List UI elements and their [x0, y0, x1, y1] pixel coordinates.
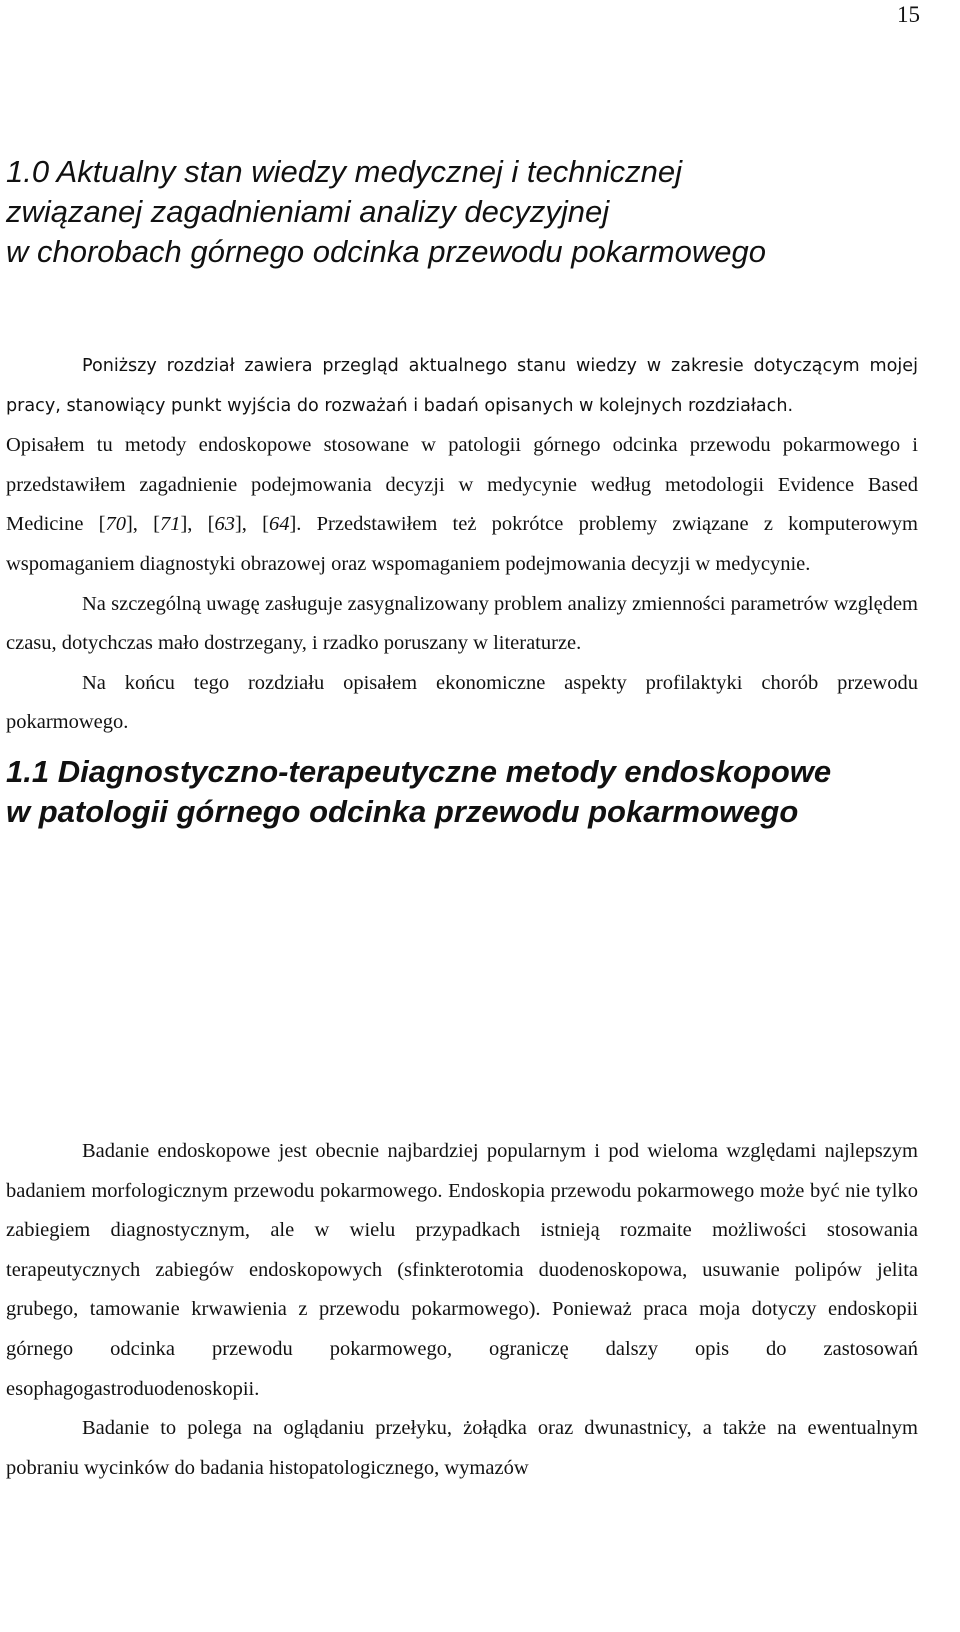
- section-heading-line: w patologii górnego odcinka przewodu pokarmowego: [6, 794, 799, 829]
- intro-text-span: Opisałem tu metody endoskopowe stosowane w patologii górnego odcinka przewodu pokarmowego i przedstawiłem zagadnienie podejmowania decyzji w medycynie według metodologii Evidence Based Medicine [: [6, 434, 918, 536]
- intro-paragraph-1: [6, 347, 918, 426]
- section-heading-line: 1.1 Diagnostyczno-terapeutyczne metody endoskopowe: [6, 754, 832, 789]
- citation-separator: ], [: [125, 513, 160, 536]
- intro-text-span: ]. Przedstawiłem też pokrótce problemy związane z komputerowym wspomaganiem diagnostyki obrazowej oraz wspomaganiem podejmowania decyzji w medycynie.: [6, 513, 918, 575]
- intro-paragraph-3: Na końcu tego rozdziału opisałem ekonomiczne aspekty profilaktyki chorób przewodu pokarmowego.: [6, 671, 918, 734]
- chapter-heading-line: związanej zagadnieniami analizy decyzyjnej: [6, 194, 610, 229]
- intro-sentence: Poniższy rozdział zawiera przegląd aktualnego stanu wiedzy w zakresie dotyczącym mojej pracy, stanowiący punkt wyjścia do rozważań i badań opisanych w kolejnych rozdziałach.: [6, 356, 918, 416]
- chapter-heading: [6, 152, 930, 272]
- intro-paragraph-2: Na szczególną uwagę zasługuje zasygnalizowany problem analizy zmienności parametrów względem czasu, dotychczas mało dostrzegany, i rzadko poruszany w literaturze.: [6, 592, 918, 655]
- citation-63: 63: [214, 513, 235, 536]
- citation-70: 70: [105, 513, 126, 536]
- citation-separator: ], [: [234, 513, 269, 536]
- intro-text: [6, 347, 918, 743]
- citation-separator: ], [: [180, 513, 215, 536]
- section-text: [6, 1132, 918, 1488]
- section-heading: [6, 752, 930, 832]
- citation-71: 71: [159, 513, 181, 536]
- section-paragraph-2: Badanie to polega na oglądaniu przełyku, żołądka oraz dwunastnicy, a także na ewentualnym pobraniu wycinków do badania histopatologicznego, wymazów: [6, 1417, 918, 1479]
- section-paragraph-1: Badanie endoskopowe jest obecnie najbardziej popularnym i pod wieloma względami najlepszym badaniem morfologicznym przewodu pokarmowego. Endoskopia przewodu pokarmowego może być nie tylko zabiegiem diagnostycznym, ale w wielu przypadkach istnieją rozmaite możliwości stosowania terapeutycznych zabiegów endoskopowych (sfinkterotomia duodenoskopowa, usuwanie polipów jelita grubego, tamowanie krwawienia z przewodu pokarmowego). Ponieważ praca moja dotyczy endoskopii górnego odcinka przewodu pokarmowego, ograniczę dalszy opis do zastosowań esophagogastroduodenoskopii.: [6, 1140, 918, 1400]
- page-number: 15: [897, 2, 920, 27]
- citation-64: 64: [268, 513, 290, 536]
- chapter-heading-line: 1.0 Aktualny stan wiedzy medycznej i technicznej: [6, 154, 683, 189]
- chapter-heading-line: w chorobach górnego odcinka przewodu pokarmowego: [6, 234, 766, 269]
- intro-paragraph-1-continued: [6, 426, 918, 584]
